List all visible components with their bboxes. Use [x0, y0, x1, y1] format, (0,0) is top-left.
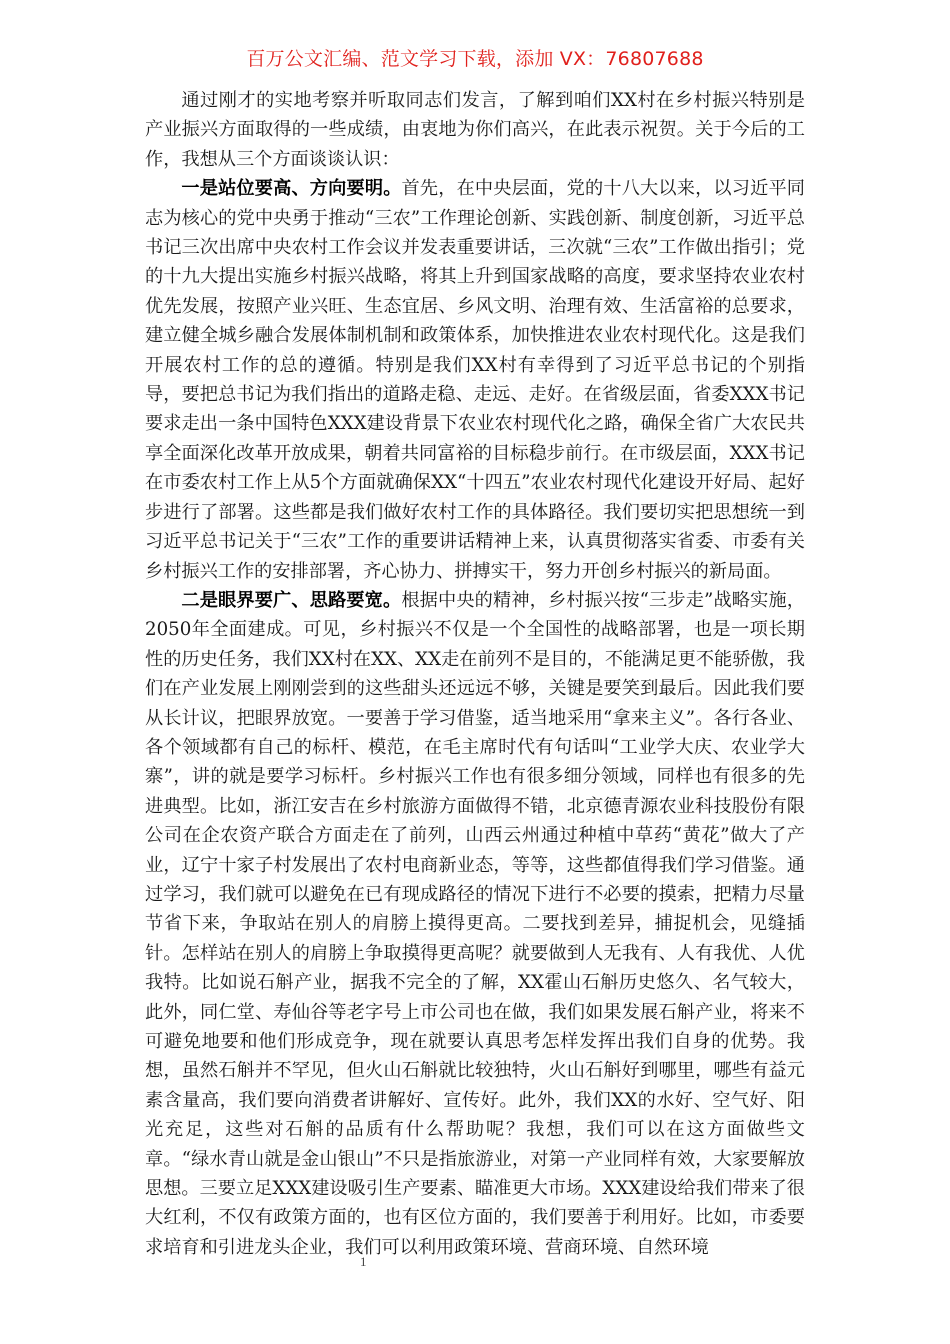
- paragraph-heading: 一是站位要高、方向要明。: [181, 178, 402, 200]
- paragraph-text: 首先，在中央层面，党的十八大以来，以习近平同志为核心的党中央勇于推动“三农”工作理论创新、实践创新、制度创新，习近平总书记三次出席中央农村工作会议并发表重要讲话，三次就“三农”工作做出指引；党的十九大提出实施乡村振兴战略，将其上升到国家战略的高度，要求坚持农业农村优先发展，按照产业兴旺、生态宜居、乡风文明、治理有效、生活富裕的总要求，建立健全城乡融合发展体制机制和政策体系，加快推进农业农村现代化。这是我们开展农村工作的总的遵循。特别是我们XX村有幸得到了习近平总书记的个别指导，要把总书记为我们指出的道路走稳、走远、走好。在省级层面，省委XXX书记要求走出一条中国特色XXX建设背景下农业农村现代化之路，确保全省广大农民共享全面深化改革开放成果，朝着共同富裕的目标稳步前行。在市级层面，XXX书记在市委农村工作上从5个方面就确保XX“十四五”农业农村现代化建设开好局、起好步进行了部署。这些都是我们做好农村工作的具体路径。我们要切实把思想统一到习近平总书记关于“三农”工作的重要讲话精神上来，认真贯彻落实省委、市委有关乡村振兴工作的安排部署，齐心协力、拼搏实干，努力开创乡村振兴的新局面。: [145, 178, 805, 582]
- paragraph-point-one: [145, 174, 805, 586]
- paragraph-intro: [145, 86, 805, 174]
- paragraph-point-two: [145, 586, 805, 1262]
- paragraph-text: 通过刚才的实地考察并听取同志们发言，了解到咱们XX村在乡村振兴特别是产业振兴方面取得的一些成绩，由衷地为你们高兴，在此表示祝贺。关于今后的工作，我想从三个方面谈谈认识：: [145, 90, 805, 170]
- promo-banner: 百万公文汇编、范文学习下载，添加 VX：76807688: [246, 48, 704, 70]
- page-number: 1: [360, 1254, 367, 1269]
- paragraph-heading: 二是眼界要广、思路要宽。: [181, 589, 402, 611]
- paragraph-text: 根据中央的精神，乡村振兴按“三步走”战略实施，2050年全面建成。可见，乡村振兴不仅是一个全国性的战略部署，也是一项长期性的历史任务，我们XX村在XX、XX走在前列不是目的，不能满足更不能骄傲，我们在产业发展上刚刚尝到的这些甜头还远远不够，关键是要笑到最后。因此我们要从长计议，把眼界放宽。一要善于学习借鉴，适当地采用“拿来主义”。各行各业、各个领域都有自己的标杆、模范，在毛主席时代有句话叫“工业学大庆、农业学大寨”，讲的就是要学习标杆。乡村振兴工作也有很多细分领域，同样也有很多的先进典型。比如，浙江安吉在乡村旅游方面做得不错，北京德青源农业科技股份有限公司在企农资产联合方面走在了前列，山西云州通过种植中草药“黄花”做大了产业，辽宁十家子村发展出了农村电商新业态，等等，这些都值得我们学习借鉴。通过学习，我们就可以避免在已有现成路径的情况下进行不必要的摸索，把精力尽量节省下来，争取站在别人的肩膀上摸得更高。二要找到差异，捕捉机会，见缝插针。怎样站在别人的肩膀上争取摸得更高呢？就要做到人无我有、人有我优、人优我特。比如说石斛产业，据我不完全的了解，XX霍山石斛历史悠久、名气较大，此外，同仁堂、寿仙谷等老字号上市公司也在做，我们如果发展石斛产业，将来不可避免地要和他们形成竞争，现在就要认真思考怎样发挥出我们自身的优势。我想，虽然石斛并不罕见，但火山石斛就比较独特，火山石斛好到哪里，哪些有益元素含量高，我们要向消费者讲解好、宣传好。此外，我们XX的水好、空气好、阳光充足，这些对石斛的品质有什么帮助呢？我想，我们可以在这方面做些文章。“绿水青山就是金山银山”不只是指旅游业，对第一产业同样有效，大家要解放思想。三要立足XXX建设吸引生产要素、瞄准更大市场。XXX建设给我们带来了很大红利，不仅有政策方面的，也有区位方面的，我们要善于利用好。比如，市委要求培育和引进龙头企业，我们可以利用政策环境、营商环境、自然环境: [145, 589, 805, 1258]
- document-body: [145, 86, 805, 1262]
